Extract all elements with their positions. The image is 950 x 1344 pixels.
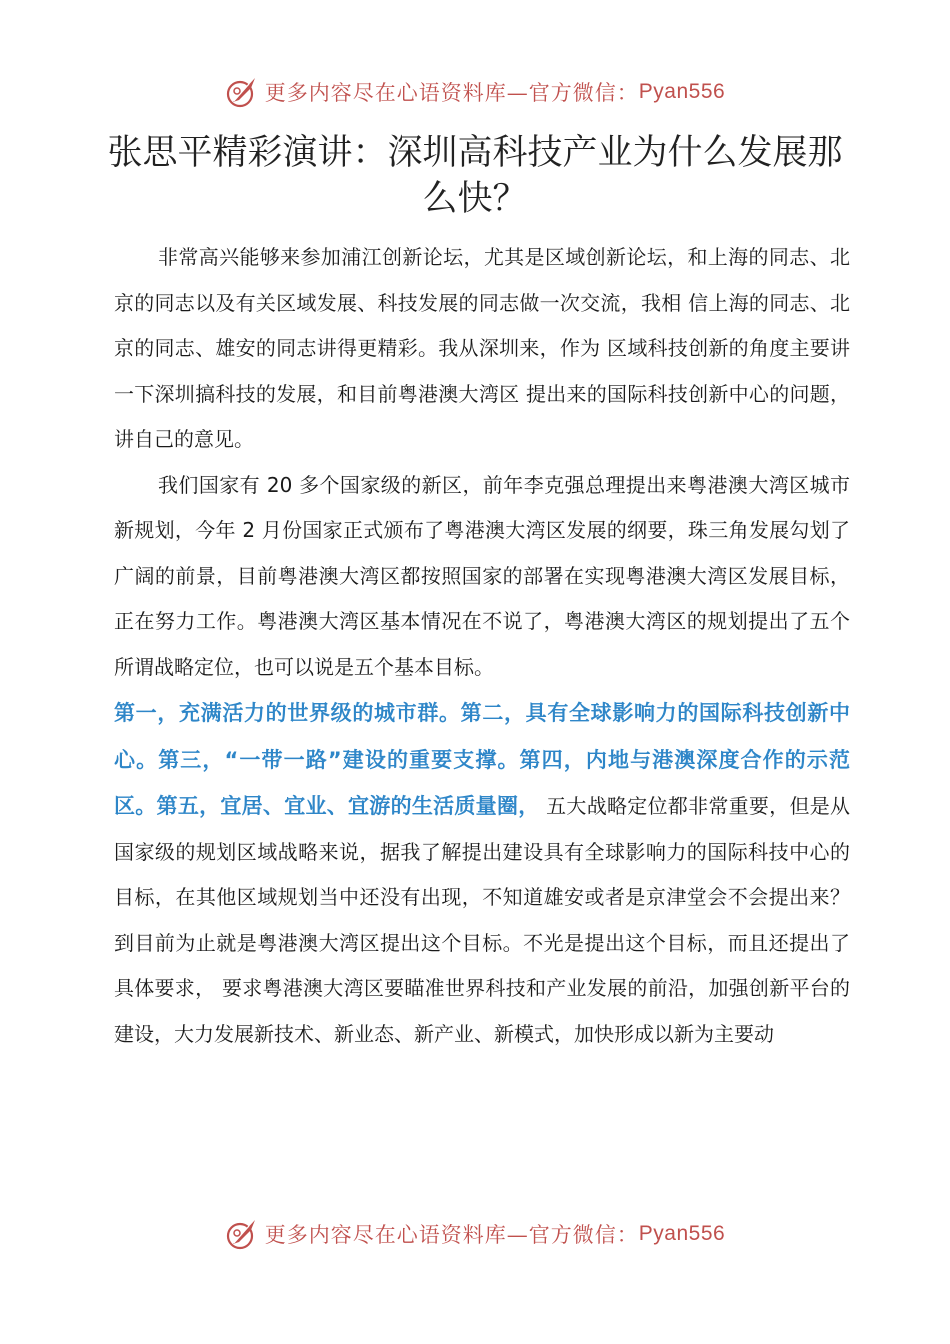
watermark-wechat-id: Pyan556 [638, 1222, 726, 1245]
watermark-wechat-id: Pyan556 [638, 80, 726, 103]
quill-logo-icon [225, 74, 261, 110]
footer-watermark [0, 1212, 950, 1256]
watermark-text: 更多内容尽在心语资料库—官方微信： [264, 81, 639, 105]
paragraph-2: 我们国家有 20 多个国家级的新区，前年李克强总理提出来粤港澳大湾区城市新规划，今年 2 月份国家正式颁布了粤港澳大湾区发展的纲要，珠三角发展勾划了广阔的前景，目前粤港澳大湾区都按照国家的部署在实现粤港澳大湾区发展目标，正在努力工作。粤港澳大湾区基本情况在不说了，粤港澳大湾区的规划提出了五个所谓战略定位，也可以说是五个基本目标。 [114, 472, 850, 679]
paragraph-3 [114, 690, 850, 1057]
paragraph-3-continuation: 五大战略定位都非常重要，但是从国家级的规划区域战略来说，据我了解提出建设具有全球影响力的国际科技中心的目标，在其他区域规划当中还没有出现，不知道雄安或者是京津堂会不会提出来？到目前为止就是粤港澳大湾区提出这个目标。不光是提出这个目标，而且还提出了具体要求， 要求粤港澳大湾区要瞄准世界科技和产业发展的前沿，加强创新平台的建设，大力发展新技术、新业态、新产业、新模式，加快形成以新为主要动 [114, 794, 851, 1046]
document-body [114, 235, 850, 1057]
watermark-text: 更多内容尽在心语资料库—官方微信： [264, 1223, 639, 1247]
quill-logo-icon [225, 1216, 261, 1252]
paragraph-1: 非常高兴能够来参加浦江创新论坛，尤其是区域创新论坛，和上海的同志、北京的同志以及有关区域发展、科技发展的同志做一次交流，我相 信上海的同志、北京的同志、雄安的同志讲得更精彩。我从深圳来，作为 区域科技创新的角度主要讲一下深圳搞科技的发展，和目前粤港澳大湾区 提出来的国际科技创新中心的问题，讲自己的意见。 [114, 245, 850, 451]
strategic-positions-highlight: 第一，充满活力的世界级的城市群。第二，具有全球影响力的国际科技创新中心。第三，“一带一路”建设的重要支撑。第四，内地与港澳深度合作的示范区。第五，宜居、宜业、宜游的生活质量圈， [114, 701, 850, 818]
header-watermark [0, 70, 950, 114]
document-title: 张思平精彩演讲：深圳高科技产业为什么发展那么快？ [107, 133, 843, 219]
